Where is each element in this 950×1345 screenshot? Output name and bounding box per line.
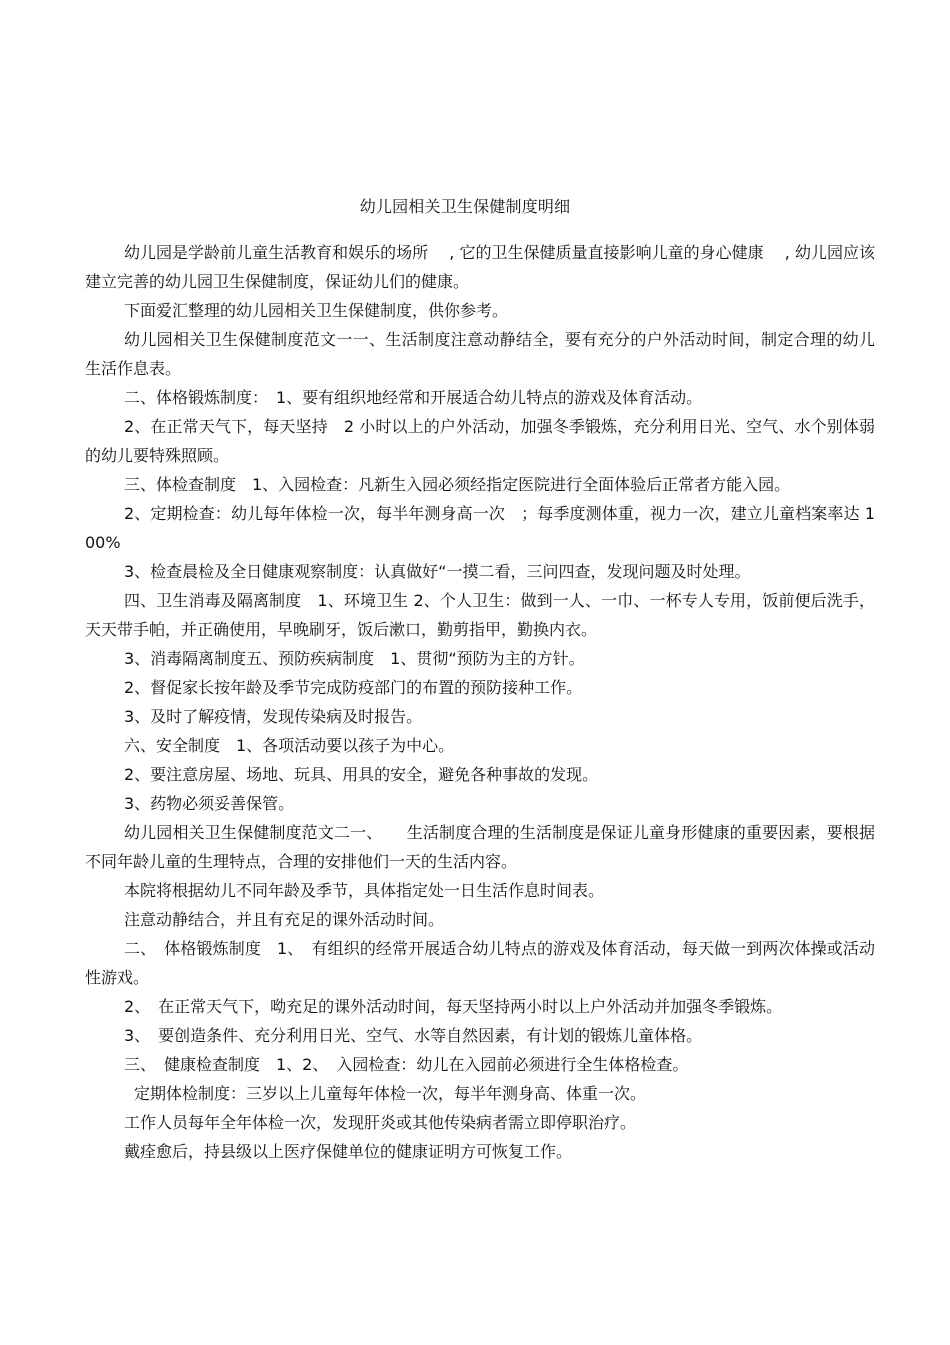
- paragraph: 2、定期检查：幼儿每年体检一次，每半年测身高一次 ；每季度测体重，视力一次，建立儿童档案率达 100%: [85, 504, 875, 552]
- paragraph: 3、消毒隔离制度五、预防疾病制度 1、贯彻“预防为主的方针。: [124, 649, 585, 668]
- paragraph: 幼儿园是学龄前儿童生活教育和娱乐的场所 , 它的卫生保健质量直接影响儿童的身心健康 , 幼儿园应该建立完善的幼儿园卫生保健制度，保证幼儿们的健康。: [85, 243, 875, 291]
- paragraph: 三、 健康检查制度 1、2、 入园检查：幼儿在入园前必须进行全生体格检查。: [124, 1055, 689, 1074]
- paragraph: 二、体格锻炼制度： 1、要有组织地经常和开展适合幼儿特点的游戏及体育活动。: [124, 388, 703, 407]
- paragraph: 2、督促家长按年龄及季节完成防疫部门的布置的预防接种工作。: [124, 678, 583, 697]
- paragraph: 三、体检查制度 1、入园检查：凡新生入园必须经指定医院进行全面体验后正常者方能入园。: [124, 475, 791, 494]
- paragraph: 二、 体格锻炼制度 1、 有组织的经常开展适合幼儿特点的游戏及体育活动，每天做一到两次体操或活动性游戏。: [85, 939, 875, 987]
- paragraph: 下面爱汇整理的幼儿园相关卫生保健制度，供你参考。: [124, 301, 509, 320]
- document-title: 幼儿园相关卫生保健制度明细: [359, 197, 571, 216]
- paragraph: 3、 要创造条件、充分利用日光、空气、水等自然因素，有计划的锻炼儿童体格。: [124, 1026, 703, 1045]
- paragraph: 定期体检制度：三岁以上儿童每年体检一次，每半年测身高、体重一次。: [134, 1084, 647, 1103]
- paragraph: 四、卫生消毒及隔离制度 1、环境卫生 2、个人卫生：做到一人、一巾、一杯专人专用，饭前便后洗手，天天带手帕，并正确使用，早晚刷牙，饭后漱口，勤剪指甲，勤换内衣。: [85, 591, 875, 639]
- paragraph: 2、 在正常天气下，呦充足的课外活动时间，每天坚持两小时以上户外活动并加强冬季锻炼。: [124, 997, 783, 1016]
- paragraph: 六、安全制度 1、各项活动要以孩子为中心。: [124, 736, 455, 755]
- paragraph: 注意动静结合，并且有充足的课外活动时间。: [124, 910, 445, 929]
- paragraph: 幼儿园相关卫生保健制度范文一一、生活制度注意动静结全，要有充分的户外活动时间，制定合理的幼儿生活作息表。: [85, 330, 875, 378]
- paragraph: 本院将根据幼儿不同年龄及季节，具体指定处一日生活作息时间表。: [124, 881, 605, 900]
- document-body: [85, 238, 875, 1166]
- paragraph: 2、要注意房屋、场地、玩具、用具的安全，避免各种事故的发现。: [124, 765, 599, 784]
- paragraph: 3、药物必须妥善保管。: [124, 794, 295, 813]
- paragraph: 3、及时了解疫情，发现传染病及时报告。: [124, 707, 423, 726]
- paragraph: 3、检查晨检及全日健康观察制度：认真做好“一摸二看，三问四查，发现问题及时处理。: [124, 562, 751, 581]
- paragraph: 2、在正常天气下，每天坚持 2 小时以上的户外活动，加强冬季锻炼，充分利用日光、空气、水个别体弱的幼儿要特殊照顾。: [85, 417, 875, 465]
- paragraph: 幼儿园相关卫生保健制度范文二一、 生活制度合理的生活制度是保证儿童身形健康的重要因素，要根据不同年龄儿童的生理特点，合理的安排他们一天的生活内容。: [85, 823, 875, 871]
- paragraph: 工作人员每年全年体检一次，发现肝炎或其他传染病者需立即停职治疗。: [124, 1113, 637, 1132]
- paragraph: 戴痊愈后，持县级以上医疗保健单位的健康证明方可恢复工作。: [124, 1142, 573, 1161]
